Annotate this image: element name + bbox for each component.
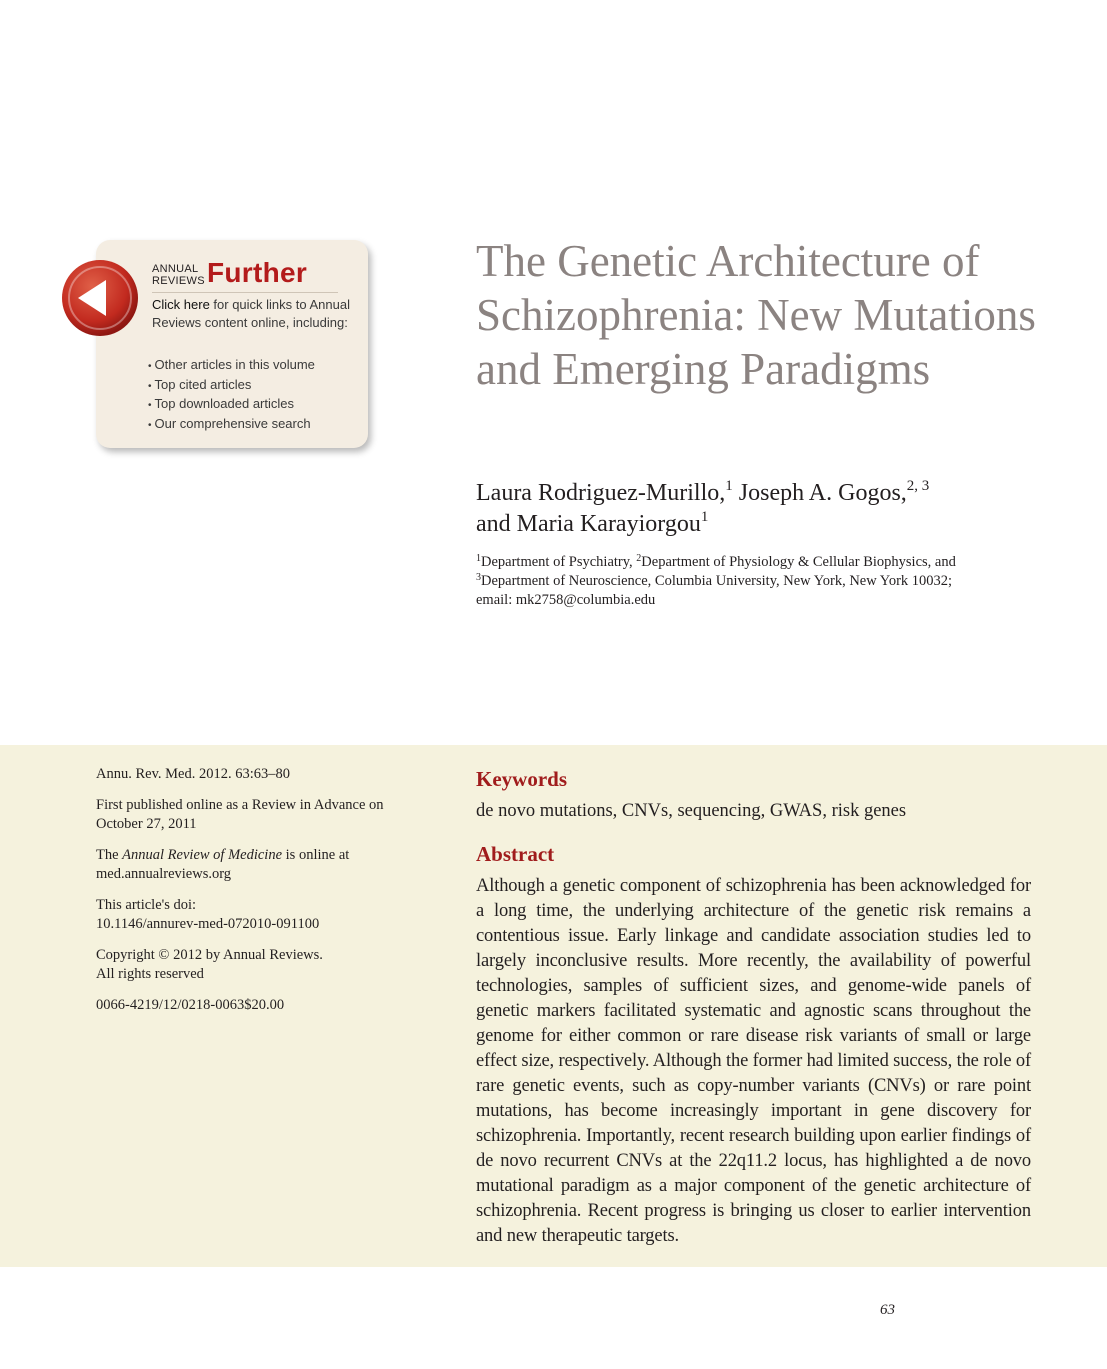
further-link-item[interactable]: • Other articles in this volume	[148, 356, 315, 376]
affiliation-mark: 2	[636, 553, 642, 564]
author-affiliation-mark: 1	[725, 478, 733, 494]
further-links-list	[148, 356, 315, 434]
page-number: 63	[880, 1302, 895, 1318]
author-list	[476, 478, 1076, 540]
journal-name: Annual Review of Medicine	[122, 847, 283, 863]
annual-reviews-logo	[152, 263, 205, 287]
contact-email[interactable]: email: mk2758@columbia.edu	[476, 592, 656, 608]
first-published: First published online as a Review in Advance on October 27, 2011	[96, 797, 384, 832]
author-affiliation-mark: 1	[700, 509, 709, 525]
click-here-link[interactable]: Click here	[152, 297, 210, 312]
affiliation-text: Department of Psychiatry,	[481, 554, 637, 570]
further-description	[152, 296, 352, 332]
affiliations	[476, 553, 1076, 610]
affiliation-text: Department of Physiology & Cellular Biophysics, and	[641, 554, 956, 570]
further-link-item[interactable]: • Top downloaded articles	[148, 395, 315, 415]
further-heading: Further	[207, 257, 308, 288]
copyright-block	[96, 946, 416, 984]
publication-meta	[96, 765, 416, 1027]
further-divider	[152, 292, 338, 293]
article-title: The Genetic Architecture of Schizophrenia: New Mutations and Emerging Paradigms	[476, 236, 1036, 394]
brand-line-reviews: REVIEWS	[152, 275, 205, 287]
keywords-heading: Keywords	[476, 767, 567, 791]
author-affiliation-mark: 2, 3	[906, 478, 930, 494]
online-note-post: is online at med.annualreviews.org	[96, 847, 350, 882]
citation: Annu. Rev. Med. 2012. 63:63–80	[96, 766, 290, 782]
rights: All rights reserved	[96, 966, 204, 982]
brand-line-annual: ANNUAL	[152, 263, 199, 275]
affiliation-text: Department of Neuroscience, Columbia University, New York, New York 10032;	[481, 573, 953, 589]
further-description-text: for quick links to Annual Reviews content online, including:	[152, 297, 350, 330]
issn: 0066-4219/12/0218-0063$20.00	[96, 997, 285, 1013]
doi-label: This article's doi:	[96, 897, 197, 913]
author-name: and Maria Karayiorgou	[476, 511, 701, 537]
abstract-heading: Abstract	[476, 842, 555, 866]
author-name: Joseph A. Gogos,	[732, 480, 907, 506]
affiliation-mark: 1	[476, 553, 481, 564]
further-link-item[interactable]: • Our comprehensive search	[148, 415, 315, 435]
doi-value[interactable]: 10.1146/annurev-med-072010-091100	[96, 916, 320, 932]
online-note	[96, 846, 416, 884]
doi-block	[96, 896, 416, 934]
affiliation-mark: 3	[476, 572, 481, 583]
further-link-item[interactable]: • Top cited articles	[148, 376, 315, 396]
copyright: Copyright © 2012 by Annual Reviews.	[96, 947, 323, 963]
keywords-text: de novo mutations, CNVs, sequencing, GWAS, risk genes	[476, 801, 907, 821]
author-name: Laura Rodriguez-Murillo,	[476, 480, 726, 506]
abstract-text: Although a genetic component of schizophrenia has been acknowledged for a long time, the underlying architecture of the genetic risk remains a contentious issue. Early linkage and candidate association studies led to largely inconclusive results. More recently, the availability of powerful technologies, samples of sufficient sizes, and genome-wide panels of genetic markers facilitated systematic and agnostic scans throughout the genome for either common or rare disease risk variants of small or large effect size, respectively. Although the former had limited success, the role of rare genetic events, such as copy-number variants (CNVs) or rare point mutations, has become increasingly important in gene discovery for schizophrenia. Importantly, recent research building upon earlier findings of de novo recurrent CNVs at the 22q11.2 locus, has highlighted a de novo mutational paradigm as a major component of the genetic architecture of schizophrenia. Recent progress is bringing us closer to earlier intervention and new therapeutic targets.	[476, 876, 1031, 1246]
online-note-pre: The	[96, 847, 123, 863]
back-arrow-icon[interactable]	[60, 258, 140, 338]
